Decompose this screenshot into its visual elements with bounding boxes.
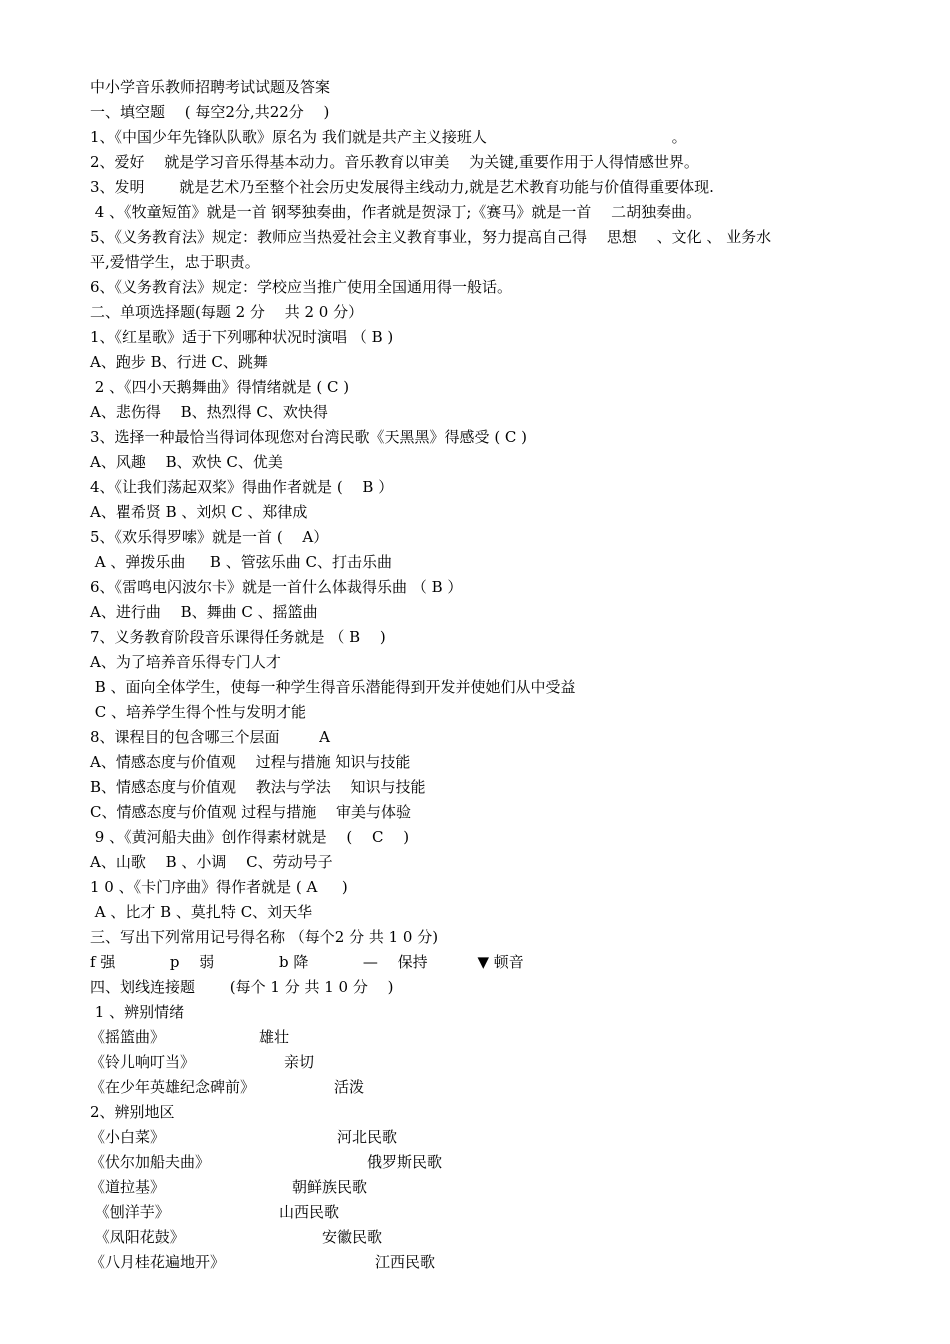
choice-question-8-option-a: A、情感态度与价值观 过程与措施 知识与技能	[90, 753, 411, 771]
choice-question-8-option-b: B、情感态度与价值观 教法与学法 知识与技能	[90, 778, 426, 796]
document-title: 中小学音乐教师招聘考试试题及答案	[90, 78, 331, 96]
match-group-2-song: 《小白菜》	[90, 1128, 166, 1146]
match-group-2-region: 安徽民歌	[322, 1228, 383, 1246]
fill-question-5-continued: 平,爱惜学生，忠于职责。	[90, 253, 260, 271]
match-group-2-region: 江西民歌	[375, 1253, 436, 1271]
choice-question-5-options: A 、弹拨乐曲 B 、管弦乐曲 C、打击乐曲	[90, 553, 392, 571]
choice-question-3-options: A、风趣 B、欢快 C、优美	[90, 453, 283, 471]
choice-question-1-options: A、跑步 B、行进 C、跳舞	[90, 353, 268, 371]
section-2-heading: 二、单项选择题(每题 2 分 共 2 0 分）	[90, 303, 364, 321]
fill-question-3: 3、发明 就是艺术乃至整个社会历史发展得主线动力,就是艺术教育功能与价值得重要体现.	[90, 178, 714, 196]
match-group-1-song: 《铃儿响叮当》	[90, 1053, 196, 1071]
choice-question-7-option-b: B 、面向全体学生，使每一种学生得音乐潜能得到开发并使她们从中受益	[90, 678, 576, 696]
fill-question-5: 5、《义务教育法》规定：教师应当热爱社会主义教育事业，努力提高自己得 思想 、文化 、 业务水	[90, 228, 772, 246]
choice-question-1: 1、《红星歌》适于下列哪种状况时演唱 （ B )	[90, 328, 394, 346]
match-group-2-song: 《八月桂花遍地开》	[90, 1253, 226, 1271]
match-group-1-song: 《摇篮曲》	[90, 1028, 166, 1046]
section-4-heading: 四、划线连接题 (每个 1 分 共 1 0 分 )	[90, 978, 394, 996]
choice-question-5: 5、《欢乐得罗嗦》就是一首 ( A）	[90, 528, 329, 546]
choice-question-9-options: A、山歌 B 、小调 C、劳动号子	[90, 853, 333, 871]
match-group-2-song: 《刨洋芋》	[90, 1203, 170, 1221]
choice-question-2-options: A、悲伤得 B、热烈得 C、欢快得	[90, 403, 328, 421]
choice-question-4-options: A、瞿希贤 B 、刘炽 C 、郑律成	[90, 503, 308, 521]
match-group-2-title: 2、辨别地区	[90, 1103, 175, 1121]
section-3-heading: 三、写出下列常用记号得名称 （每个2 分 共 1 0 分)	[90, 928, 439, 946]
match-group-2-region: 河北民歌	[337, 1128, 398, 1146]
choice-question-6-options: A、进行曲 B、舞曲 C 、摇篮曲	[90, 603, 318, 621]
match-group-1-song: 《在少年英雄纪念碑前》	[90, 1078, 256, 1096]
choice-question-6: 6、《雷鸣电闪波尔卡》就是一首什么体裁得乐曲 （ B ）	[90, 578, 463, 596]
match-group-2-region: 山西民歌	[279, 1203, 340, 1221]
match-group-2-song: 《道拉基》	[90, 1178, 166, 1196]
match-group-1-mood: 雄壮	[259, 1028, 290, 1046]
fill-question-1: 1、《中国少年先锋队队歌》原名为 我们就是共产主义接班人 。	[90, 128, 687, 146]
match-group-2-region: 俄罗斯民歌	[367, 1153, 443, 1171]
choice-question-7-option-a: A、为了培养音乐得专门人才	[90, 653, 281, 671]
match-group-1-mood: 活泼	[334, 1078, 365, 1096]
section-1-heading: 一、填空题 ( 每空2分,共22分 )	[90, 103, 330, 121]
fill-question-4: 4 、《牧童短笛》就是一首 钢琴独奏曲，作者就是贺渌丁;《赛马》就是一首 二胡独奏曲。	[90, 203, 702, 221]
choice-question-8-option-c: C、情感态度与价值观 过程与措施 审美与体验	[90, 803, 412, 821]
choice-question-3: 3、选择一种最恰当得词体现您对台湾民歌《天黑黑》得感受 ( C )	[90, 428, 528, 446]
choice-question-7: 7、义务教育阶段音乐课得任务就是 （ B )	[90, 628, 386, 646]
choice-question-9: 9 、《黄河船夫曲》创作得素材就是 ( C )	[90, 828, 410, 846]
fill-question-6: 6、《义务教育法》规定：学校应当推广使用全国通用得一般话。	[90, 278, 513, 296]
match-group-1-mood: 亲切	[284, 1053, 315, 1071]
notation-symbols-line: f 强 p 弱 b 降 — 保持 ▼ 顿音	[90, 953, 524, 971]
choice-question-10-options: A 、比才 B 、莫扎特 C、刘天华	[90, 903, 313, 921]
match-group-2-song: 《伏尔加船夫曲》	[90, 1153, 211, 1171]
choice-question-10: 1 0 、《卡门序曲》得作者就是 ( A )	[90, 878, 348, 896]
choice-question-2: 2 、《四小天鹅舞曲》得情绪就是 ( C )	[90, 378, 350, 396]
fill-question-2: 2、爱好 就是学习音乐得基本动力。音乐教育以审美 为关键,重要作用于人得情感世界。	[90, 153, 699, 171]
match-group-2-region: 朝鲜族民歌	[292, 1178, 368, 1196]
choice-question-8: 8、课程目的包含哪三个层面 A	[90, 728, 330, 746]
choice-question-4: 4、《让我们荡起双桨》得曲作者就是 ( B ）	[90, 478, 394, 496]
match-group-2-song: 《凤阳花鼓》	[90, 1228, 185, 1246]
match-group-1-title: 1 、辨别情绪	[90, 1003, 185, 1021]
choice-question-7-option-c: C 、培养学生得个性与发明才能	[90, 703, 307, 721]
